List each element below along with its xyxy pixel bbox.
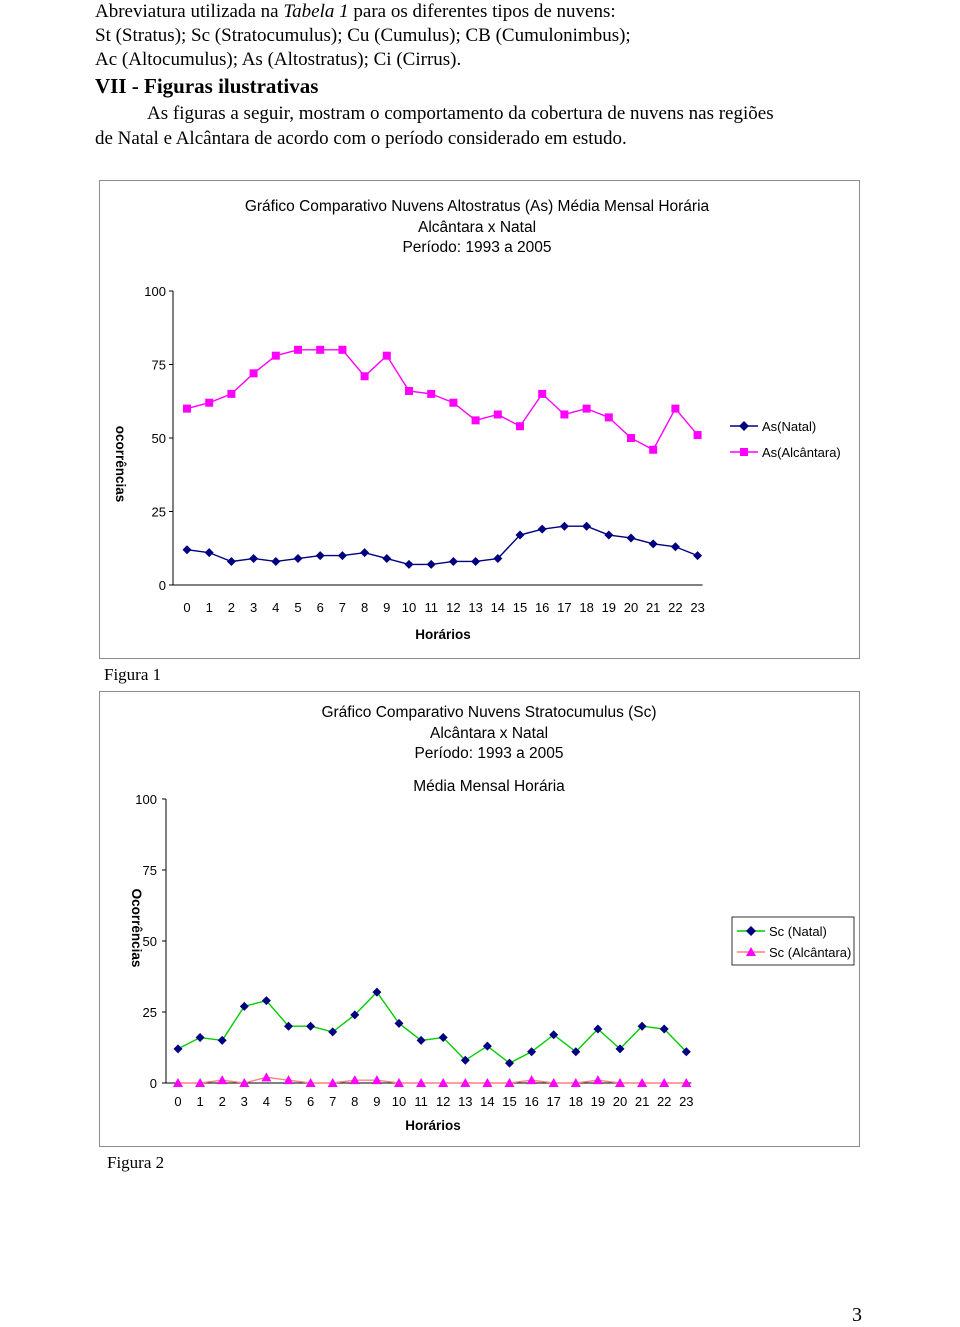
x-tick-label: 16 xyxy=(534,600,550,615)
data-point xyxy=(271,557,280,566)
data-point xyxy=(338,346,346,354)
figure-1-chart xyxy=(100,181,859,658)
data-point xyxy=(196,1033,205,1042)
data-point xyxy=(560,522,569,531)
data-point xyxy=(306,1022,315,1031)
x-tick-label: 10 xyxy=(401,600,417,615)
data-point xyxy=(449,399,457,407)
x-tick-label: 14 xyxy=(480,1094,495,1109)
data-point xyxy=(583,405,591,413)
chart-title-line: Período: 1993 a 2005 xyxy=(402,239,552,256)
x-tick-label: 17 xyxy=(557,600,572,615)
series-line-1 xyxy=(178,1077,686,1083)
y-tick-label: 100 xyxy=(135,792,157,807)
paragraph-line-1: As figuras a seguir, mostram o comportamento da cobertura de nuvens nas regiões xyxy=(147,103,774,124)
series-line-0 xyxy=(187,526,698,564)
data-point xyxy=(671,542,680,551)
x-tick-label: 20 xyxy=(623,600,639,615)
data-point xyxy=(582,522,591,531)
abbrev-line-3: Ac (Altocumulus); As (Altostratus); Ci (Cirrus). xyxy=(95,49,462,70)
x-tick-label: 19 xyxy=(601,600,617,615)
x-tick-label: 20 xyxy=(612,1094,628,1109)
data-point xyxy=(527,1075,537,1084)
x-tick-label: 6 xyxy=(306,1094,315,1109)
x-tick-label: 2 xyxy=(218,1094,226,1109)
x-tick-label: 21 xyxy=(645,600,661,615)
x-axis-label: Horários xyxy=(415,627,471,642)
y-tick-label: 25 xyxy=(142,1005,157,1020)
series-line-0 xyxy=(178,992,686,1063)
x-tick-label: 18 xyxy=(568,1094,584,1109)
data-point xyxy=(593,1075,603,1084)
x-tick-label: 10 xyxy=(391,1094,407,1109)
data-point xyxy=(294,346,302,354)
chart-title-line: Alcântara x Natal xyxy=(417,219,537,236)
x-tick-label: 8 xyxy=(351,1094,359,1109)
x-tick-label: 8 xyxy=(360,600,369,615)
y-tick-label: 50 xyxy=(151,431,166,446)
x-tick-label: 3 xyxy=(249,600,258,615)
x-tick-label: 23 xyxy=(690,600,705,615)
series-line-1 xyxy=(187,350,698,450)
x-tick-label: 19 xyxy=(590,1094,606,1109)
data-point xyxy=(471,557,480,566)
data-point xyxy=(649,446,657,454)
data-point xyxy=(405,387,413,395)
data-point xyxy=(516,422,524,430)
abbrev-line-1: Abreviatura utilizada na Tabela 1 para os diferentes tipos de nuvens: xyxy=(95,1,616,22)
data-point xyxy=(249,554,258,563)
x-tick-label: 0 xyxy=(174,1094,182,1109)
x-tick-label: 22 xyxy=(668,600,683,615)
data-point xyxy=(560,410,568,418)
legend-item: Sc (Natal) xyxy=(769,924,827,939)
x-tick-label: 9 xyxy=(383,600,391,615)
x-tick-label: 7 xyxy=(329,1094,337,1109)
y-tick-label: 75 xyxy=(151,357,166,373)
x-tick-label: 12 xyxy=(435,1094,451,1109)
data-point xyxy=(316,551,325,560)
x-tick-label: 18 xyxy=(579,600,594,615)
data-point xyxy=(240,1002,249,1011)
legend-item: As(Natal) xyxy=(762,419,817,434)
x-tick-label: 14 xyxy=(490,600,506,615)
data-point xyxy=(472,416,480,424)
data-point xyxy=(538,525,547,534)
chart-title-line: Período: 1993 a 2005 xyxy=(414,745,564,762)
y-tick-label: 75 xyxy=(142,863,157,878)
figure-2-chart-frame xyxy=(99,691,860,1147)
x-tick-label: 12 xyxy=(446,600,461,615)
x-tick-label: 9 xyxy=(373,1094,381,1109)
x-tick-label: 11 xyxy=(424,600,438,615)
y-tick-label: 0 xyxy=(149,1076,157,1091)
data-point xyxy=(361,372,369,380)
chart-title-line: Gráfico Comparativo Nuvens Altostratus (As) Média Mensal Horária xyxy=(244,198,710,215)
chart-legend xyxy=(730,419,841,460)
x-tick-label: 7 xyxy=(338,600,347,615)
data-point xyxy=(250,369,258,377)
y-axis-label: Ocorrências xyxy=(129,888,144,968)
y-axis-label: ocorrências xyxy=(113,425,128,503)
data-point xyxy=(294,554,303,563)
data-point xyxy=(538,390,546,398)
y-tick-label: 50 xyxy=(142,934,157,949)
x-tick-label: 4 xyxy=(272,600,280,615)
data-point xyxy=(449,557,458,566)
paragraph-line-2: de Natal e Alcântara de acordo com o período considerado em estudo. xyxy=(95,128,627,149)
data-point xyxy=(360,548,369,557)
chart-title-line: Alcântara x Natal xyxy=(429,725,549,742)
figure-2-chart xyxy=(100,692,859,1146)
data-point xyxy=(183,405,191,413)
x-tick-label: 3 xyxy=(240,1094,248,1109)
chart-subtitle: Média Mensal Horária xyxy=(413,778,565,795)
data-point xyxy=(183,545,192,554)
x-tick-label: 21 xyxy=(634,1094,650,1109)
x-tick-label: 11 xyxy=(414,1094,428,1109)
legend-item: Sc (Alcântara) xyxy=(769,945,852,960)
x-tick-label: 23 xyxy=(679,1094,694,1109)
data-point xyxy=(227,557,236,566)
legend-marker-square xyxy=(740,448,748,456)
legend-marker-diamond xyxy=(739,421,749,431)
data-point xyxy=(605,413,613,421)
data-point xyxy=(227,390,235,398)
data-point xyxy=(694,431,702,439)
data-point xyxy=(627,434,635,442)
x-tick-label: 15 xyxy=(502,1094,517,1109)
data-point xyxy=(205,399,213,407)
x-tick-label: 1 xyxy=(205,600,213,615)
x-tick-label: 13 xyxy=(468,600,483,615)
chart-title-line: Gráfico Comparativo Nuvens Stratocumulus (Sc) xyxy=(321,704,657,721)
x-tick-label: 22 xyxy=(656,1094,672,1109)
legend-item: As(Alcântara) xyxy=(762,445,841,460)
y-tick-label: 0 xyxy=(158,578,166,593)
data-point xyxy=(383,352,391,360)
data-point xyxy=(427,390,435,398)
data-point xyxy=(338,551,347,560)
data-point xyxy=(649,539,658,548)
x-tick-label: 5 xyxy=(294,600,302,615)
y-tick-label: 100 xyxy=(144,284,166,299)
data-point xyxy=(671,405,679,413)
data-point xyxy=(427,560,436,569)
data-point xyxy=(217,1075,227,1084)
figure-1-caption: Figura 1 xyxy=(104,665,162,684)
data-point xyxy=(405,560,414,569)
data-point xyxy=(494,410,502,418)
x-tick-label: 0 xyxy=(183,600,191,615)
y-tick-label: 25 xyxy=(151,504,166,520)
abbrev-line-2: St (Stratus); Sc (Stratocumulus); Cu (Cumulus); CB (Cumulonimbus); xyxy=(95,25,631,46)
data-point xyxy=(218,1036,227,1045)
x-tick-label: 16 xyxy=(524,1094,539,1109)
data-point xyxy=(174,1044,183,1053)
data-point xyxy=(604,531,613,540)
x-tick-label: 13 xyxy=(458,1094,473,1109)
data-point xyxy=(382,554,391,563)
x-tick-label: 15 xyxy=(512,600,528,615)
section-heading: VII - Figuras ilustrativas xyxy=(95,74,319,98)
x-tick-label: 1 xyxy=(196,1094,204,1109)
x-tick-label: 5 xyxy=(284,1094,293,1109)
data-point xyxy=(693,551,702,560)
x-tick-label: 17 xyxy=(546,1094,561,1109)
data-point xyxy=(261,1072,271,1081)
x-axis-label: Horários xyxy=(405,1118,461,1133)
data-point xyxy=(272,352,280,360)
x-tick-label: 6 xyxy=(316,600,324,615)
figure-1-chart-frame xyxy=(99,180,860,659)
page-number: 3 xyxy=(852,1304,862,1326)
data-point xyxy=(205,548,214,557)
figure-2-caption: Figura 2 xyxy=(107,1153,165,1172)
data-point xyxy=(627,533,636,542)
data-point xyxy=(316,346,324,354)
x-tick-label: 2 xyxy=(227,600,236,615)
chart-legend xyxy=(732,917,854,965)
x-tick-label: 4 xyxy=(262,1094,271,1109)
